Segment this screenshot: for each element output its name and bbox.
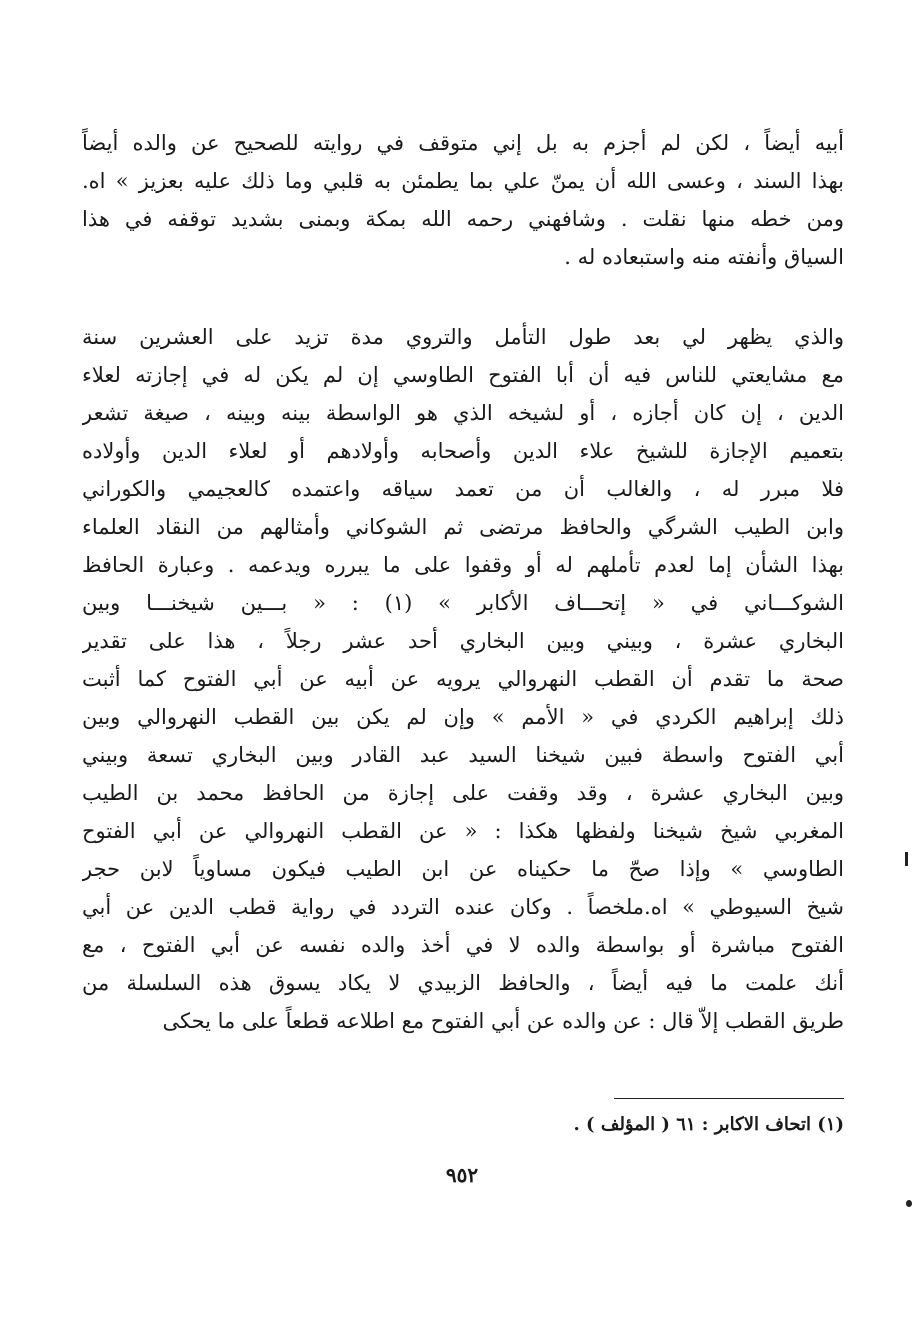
text-line: الشوكـــاني في « إتحـــاف الأكابر » (١) : « بـــين شيخنـــا وبين (82, 591, 844, 615)
text-line: المغربي شيخ شيخنا ولفظها هكذا : « عن القطب النهروالي عن أبي الفتوح (82, 819, 844, 843)
text-line: والذي يظهر لي بعد طول التأمل والتروي مدة تزيد على العشرين سنة (82, 325, 844, 349)
text-line: طريق القطب إلاّ قال : عن والده عن أبي الفتوح مع اطلاعه قطعاً على ما يحكى (162, 1009, 844, 1033)
text-line: أبي الفتوح واسطة فبين شيخنا السيد عبد القادر وبين البخاري تسعة وبيني (82, 743, 844, 767)
text-line: الفتوح مباشرة أو بواسطة والده لا في أخذ والده نفسه عن أبي الفتوح ، مع (82, 933, 844, 957)
text-line: فلا مبرر له ، والغالب أن من تعمد سياقه واعتمده كالعجيمي والكوراني (82, 477, 844, 501)
text-line: شيخ السيوطي » اه.ملخصاً . وكان عنده التردد في رواية قطب الدين عن أبي (82, 895, 844, 919)
text-line: الدين ، إن كان أجازه ، أو لشيخه الذي هو الواسطة بينه وبينه ، صيغة تشعر (82, 401, 844, 425)
text-line: بتعميم الإجازة للشيخ علاء الدين وأصحابه وأولادهم أو لعلاء الدين وأولاده (82, 439, 844, 463)
text-line: وابن الطيب الشرگي والحافظ مرتضى ثم الشوكاني وأمثالهم من النقاد العلماء (82, 515, 844, 539)
text-line: صحة ما تقدم أن القطب النهروالي يرويه عن أبيه عن أبي الفتوح كما أثبت (82, 667, 844, 691)
page-number: ٩٥٢ (445, 1163, 479, 1187)
text-line: مع مشايعتي للناس فيه أن أبا الفتوح الطاوسي إن لم يكن له في إجازته لعلاء (82, 363, 844, 387)
text-line: السياق وأنفته منه واستبعاده له . (564, 245, 844, 269)
text-line: بهذا الشأن إما لعدم تأملهم له أو وقفوا على ما يبرره ويدعمه . وعبارة الحافظ (82, 553, 844, 577)
footnote-divider (614, 1098, 844, 1099)
scan-edge-mark (906, 1200, 912, 1207)
text-line: بهذا السند ، وعسى الله أن يمنّ علي بما يطمئن به قلبي وما ذلك عليه بعزيز » اه. (82, 169, 844, 193)
text-line: وبين البخاري عشرة ، وقد وقفت على إجازة من الحافظ محمد بن الطيب (82, 781, 844, 805)
text-line: ومن خطه منها نقلت . وشافهني رحمه الله بمكة وبمنى بشديد توقفه في هذا (82, 207, 844, 231)
scan-edge-mark (905, 852, 908, 866)
paragraph-1 (82, 124, 844, 276)
footnote: (١) اتحاف الاكابر : ٦١ ( المؤلف ) . (573, 1114, 844, 1135)
text-line: أبيه أيضاً ، لكن لم أجزم به بل إني متوقف في روايته للصحيح عن والده أيضاً (82, 131, 844, 155)
text-line: ذلك إبراهيم الكردي في « الأمم » وإن لم يكن بين القطب النهروالي وبين (82, 705, 844, 729)
text-line: البخاري عشرة ، وبيني وبين البخاري أحد عشر رجلاً ، هذا على تقدير (82, 629, 844, 653)
text-line: أنك علمت ما فيه أيضاً ، والحافظ الزبيدي لا يكاد يسوق هذه السلسلة من (82, 971, 844, 995)
text-line: الطاوسي » وإذا صحّ ما حكيناه عن ابن الطيب فيكون مساوياً لابن حجر (82, 857, 844, 881)
paragraph-2 (82, 318, 844, 1040)
